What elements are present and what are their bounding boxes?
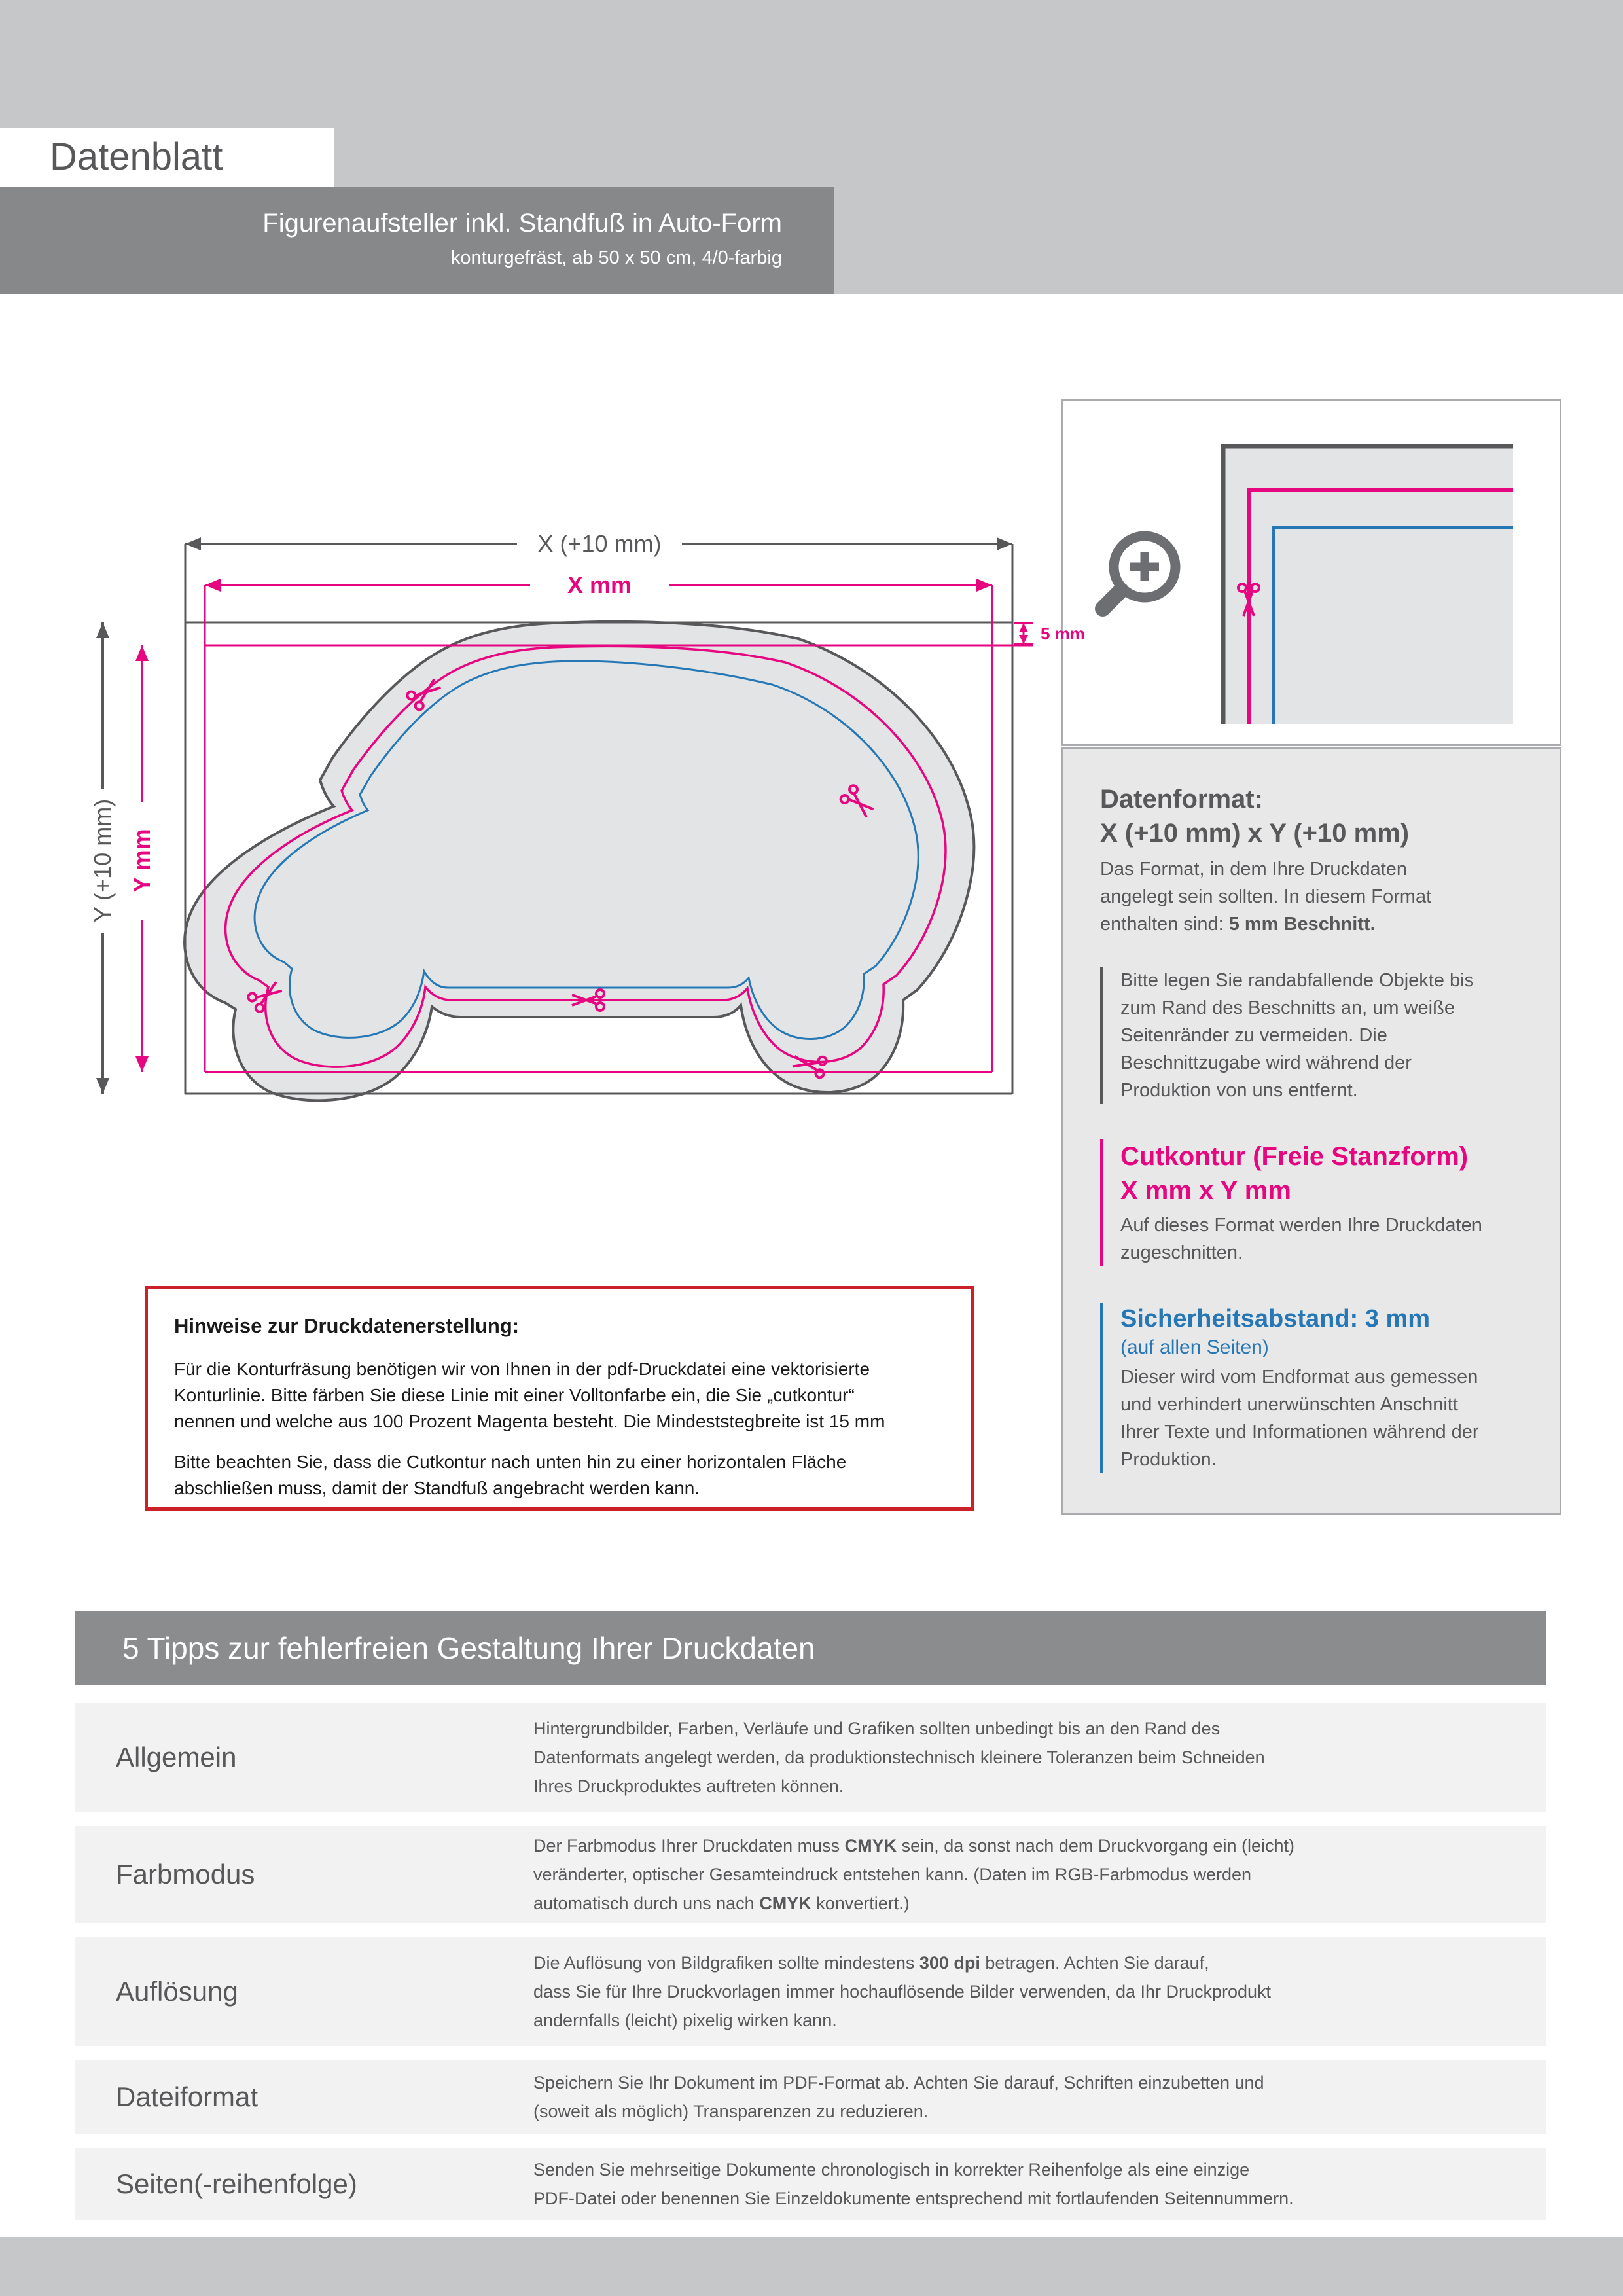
hints-para-2: Bitte beachten Sie, dass die Cutkontur nach unten hin zu einer horizontalen Fläche abschließen muss, damit der Standfuß angebracht werden kann. (174, 1452, 847, 1498)
safety-subtitle: (auf allen Seiten) (1120, 1336, 1269, 1358)
info-panel (1061, 747, 1561, 1515)
tip-row-aufloesung (75, 1937, 1546, 2046)
tip-text: Die Auflösung von Bildgrafiken sollte mindestens 300 dpi betragen. Achten Sie darauf, dass Sie für Ihre Druckvorlagen immer hochauflösende Bilder verwenden, da Ihr Druckprodukt andernfalls (leicht) pixelig wirken kann. (533, 1953, 1272, 2030)
cutkontur-formula: X mm x Y mm (1120, 1176, 1291, 1205)
tip-label: Allgemein (116, 1742, 237, 1772)
datenformat-body: Das Format, in dem Ihre Druckdaten angelegt sein sollten. In diesem Format enthalten sind: 5 mm Beschnitt. (1100, 859, 1432, 935)
safety-body: Dieser wird vom Endformat aus gemessen und verhindert unerwünschten Anschnitt Ihrer Texte und Informationen während der Produktion. (1120, 1367, 1479, 1470)
cutkontur-frame (205, 585, 1033, 1072)
tip-row-farbmodus (75, 1826, 1546, 1923)
tip-row-seitenreihenfolge (75, 2148, 1546, 2220)
hints-title: Hinweise zur Druckdatenerstellung: (174, 1314, 520, 1337)
car-shape (185, 622, 974, 1100)
tip-text: Senden Sie mehrseitige Dokumente chronologisch in korrekter Reihenfolge als eine einzige PDF-Datei oder benennen Sie Einzeldokumente entsprechend mit fortlaufenden Seitennummern. (533, 2160, 1294, 2208)
bleed-note: Bitte legen Sie randabfallende Objekte bis zum Rand des Beschnitts an, um weiße Seitenränder zu vermeiden. Die Beschnittzugabe wird während der Produktion von uns entfernt. (1100, 967, 1540, 1104)
cutkontur-body: Auf dieses Format werden Ihre Druckdaten zugeschnitten. (1120, 1215, 1482, 1263)
dim-x-inner-label: X mm (567, 571, 632, 598)
bleed-label: 5 mm (1041, 624, 1085, 643)
hints-box (145, 1286, 974, 1511)
dim-y-inner-label: Y mm (128, 829, 155, 893)
dim-x-outer-label: X (+10 mm) (537, 530, 662, 557)
datenformat-frame (185, 544, 1012, 1094)
product-subtitle: konturgefräst, ab 50 x 50 cm, 4/0-farbig (450, 247, 782, 268)
tip-label: Seiten(-reihenfolge) (116, 2168, 357, 2199)
safety-title: Sicherheitsabstand: 3 mm (1120, 1305, 1431, 1333)
tip-text: Hintergrundbilder, Farben, Verläufe und Grafiken sollten unbedingt bis an den Rand des Datenformats angelegt werden, da produktionstechnisch kleinere Toleranzen beim Schneiden Ihres Druckproduktes auftreten können. (533, 1719, 1265, 1796)
footer-band (0, 2237, 1623, 2296)
cutkontur-title: Cutkontur (Freie Stanzform) (1120, 1142, 1469, 1171)
cutkontur-section (1100, 1139, 1540, 1266)
safety-section (1100, 1303, 1540, 1473)
tips-title: 5 Tipps zur fehlerfreien Gestaltung Ihrer Druckdaten (122, 1631, 815, 1665)
dim-y-outer-label: Y (+10 mm) (89, 798, 116, 923)
tip-text: Speichern Sie Ihr Dokument im PDF-Format ab. Achten Sie darauf, Schriften einzubetten und (soweit als möglich) Transparenzen zu reduzieren. (533, 2073, 1264, 2121)
hints-para-1: Für die Konturfräsung benötigen wir von Ihnen in der pdf-Druckdatei eine vektorisierte Konturlinie. Bitte färben Sie diese Linie mit einer Volltonfarbe ein, die Sie „cutkontur“ nennen und welche aus 100 Prozent Magenta besteht. Die Mindeststegbreite ist 15 mm (174, 1359, 885, 1431)
title-band (0, 187, 834, 294)
dim-y-inner (128, 645, 155, 1072)
datenformat-title: Datenformat: (1100, 785, 1263, 814)
datenformat-formula: X (+10 mm) x Y (+10 mm) (1100, 819, 1410, 848)
tip-row-dateiformat (75, 2060, 1546, 2134)
tip-label: Farbmodus (116, 1859, 255, 1890)
tip-row-allgemein (75, 1703, 1546, 1812)
dim-x-outer (185, 530, 1012, 557)
page-tag-box (0, 128, 334, 187)
tip-label: Dateiformat (116, 2081, 259, 2112)
dim-y-outer (89, 622, 116, 1094)
dim-x-inner (205, 571, 992, 598)
tip-text: Der Farbmodus Ihrer Druckdaten muss CMYK sein, da sonst nach dem Druckvorgang ein (leicht) veränderter, optischer Gesamteindruck entstehen kann. (Daten im RGB-Farbmodus werden automatisch durch uns nach CMYK konvertiert.) (533, 1836, 1294, 1913)
tip-label: Auflösung (116, 1976, 238, 2007)
product-title: Figurenaufsteller inkl. Standfuß in Auto-Form (262, 209, 782, 238)
tips-band (75, 1611, 1546, 1685)
zoom-detail-box (1061, 399, 1561, 746)
page-tag: Datenblatt (50, 135, 223, 178)
